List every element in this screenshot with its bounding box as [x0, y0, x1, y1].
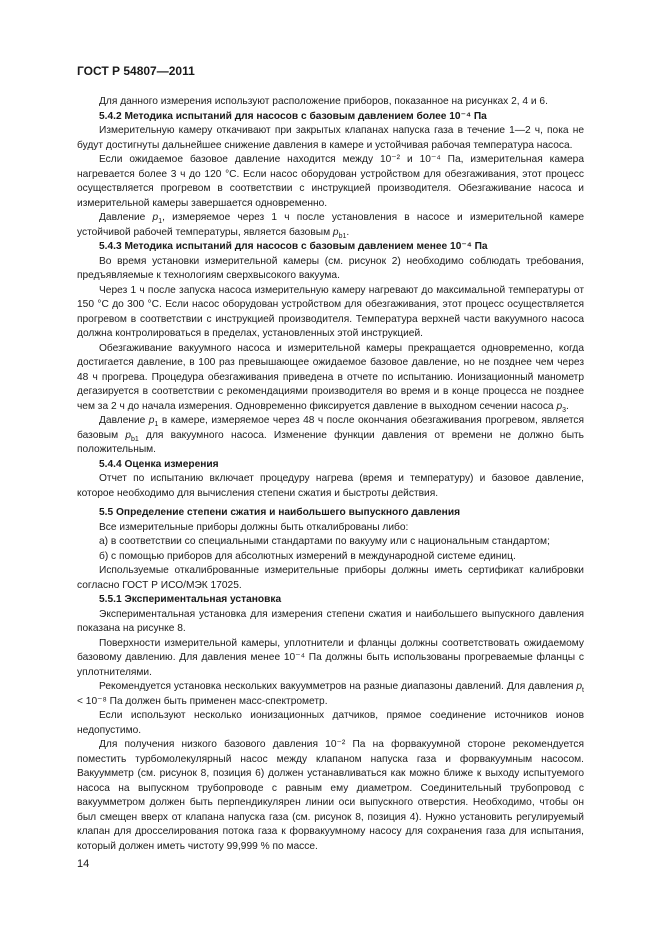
paragraph: Если ожидаемое базовое давление находится между 10⁻² и 10⁻⁴ Па, измерительная камера нагревается более 3 ч до 120 °С. Если насос оборудован устройством для обезгаживания, этот процесс осуществляется прогревом в соответствии с инструкцией производителя. Обезгаживание насоса и измерительной камеры завершается одновременно. [77, 154, 584, 209]
paragraph: Все измерительные приборы должны быть откалиброваны либо: [99, 521, 409, 533]
list-item: а) в соответствии со специальными стандартами по вакууму или с национальным стандартом; [99, 536, 550, 547]
paragraph: Через 1 ч после запуска насоса измерительную камеру нагревают до максимальной температуры от 150 °С до 300 °С. Если насос оборудован устройством для обезгаживания, этот процесс осуществляется прогревом в соответствии с инструкцией производителя. Температура верхней части вакуумного насоса должна контролироваться в пределах, установленных этой инструкцией. [77, 284, 584, 339]
paragraph: Рекомендуется установка нескольких вакуумметров на разные диапазоны давлений. Для давления $p_t < 10^{-8}$ Па должен быть применен масс-спектрометр. [77, 681, 584, 707]
paragraph: Во время установки измерительной камеры (см. рисунок 2) необходимо соблюдать требования, предъявляемые к технологиям сверхвысокого вакуума. [77, 255, 584, 281]
paragraph: Давление $p_1$, измеряемое через 1 ч после установления в насосе и измерительной камере устойчивой рабочей температуры, является базовым $p_{b1}$. [77, 212, 584, 240]
section-heading-5-4-3: 5.4.3 Методика испытаний для насосов с базовым давлением менее 10⁻⁴ Па [99, 241, 488, 252]
document-header: ГОСТ Р 54807—2011 [77, 64, 195, 78]
paragraph: Давление $p_1$ в камере, измеряемое через 48 ч после окончания обезгаживания прогревом, является базовым $p_{b1}$ для вакуумного насоса. Изменение функции давления от времени не должно быть положительным. [77, 415, 584, 455]
section-heading-5-5-1: 5.5.1 Экспериментальная установка [99, 594, 282, 605]
paragraph: Используемые откалиброванные измерительные приборы должны иметь сертификат калибровки согласно ГОСТ Р ИСО/МЭК 17025. [77, 565, 584, 591]
section-heading-5-4-4: 5.4.4 Оценка измерения [99, 458, 219, 470]
paragraph: Отчет по испытанию включает процедуру нагрева (время и температуру) и базовое давление, которое необходимо для вычисления степени сжатия и быстроты действия. [77, 473, 584, 499]
section-heading-5-5: 5.5 Определение степени сжатия и наибольшего выпускного давления [99, 507, 461, 518]
page-body [77, 95, 584, 854]
paragraph: Экспериментальная установка для измерения степени сжатия и наибольшего выпускного давления показана на рисунке 8. [77, 608, 584, 634]
paragraph: Обезгаживание вакуумного насоса и измерительной камеры прекращается одновременно, когда достигается давление, в 100 раз превышающее ожидаемое базовое давление, но не позднее чем через 48 ч прогрева. Процедура обезгаживания приведена в отчете по испытанию. Ионизационный манометр дегазируется в соответствии с рекомендациями производителя во время и в конце процесса не позднее чем за 2 ч до начала измерения. Одновременно фиксируется давление в выходном сечении насоса $p_3$. [77, 342, 584, 414]
paragraph: Поверхности измерительной камеры, уплотнители и фланцы должны соответствовать ожидаемому базовому давлению. Для давления менее 10⁻⁴ Па должны быть использованы прогреваемые фланцы с уплотнителями. [77, 637, 584, 678]
section-heading-5-4-2: 5.4.2 Методика испытаний для насосов с базовым давлением более 10⁻⁴ Па [99, 110, 487, 122]
paragraph: Для данного измерения используют расположение приборов, показанное на рисунках 2, 4 и 6. [99, 96, 548, 107]
list-item: б) с помощью приборов для абсолютных измерений в международной системе единиц. [99, 550, 516, 562]
paragraph: Измерительную камеру откачивают при закрытых клапанах напуска газа в течение 1—2 ч, пока не будут достигнуты дальнейшее снижение давления в камере и устойчивая рабочая температура насоса. [77, 125, 584, 151]
page-number: 14 [77, 858, 90, 870]
paragraph: Для получения низкого базового давления 10⁻² Па на форвакуумной стороне рекомендуется поместить турбомолекулярный насос между клапаном напуска газа и форвакуумным насосом. Вакуумметр (см. рисунок 8, позиция 6) должен устанавливаться как можно ближе к выходу испытуемого насоса на выпускном трубопроводе с равным ему диаметром. Соединительный трубопровод с вакуумметром должен быть перпендикулярен линии оси выпускного отверстия. Необходимо, чтобы он был смещен вверх от клапана напуска газа (см. рисунок 8, позиция 4). Нужно установить регулируемый клапан для дросселирования потока газа к форвакуумному насосу для сохранения газа для испытания, который должен иметь чистоту 99,999 % по массе. [77, 739, 584, 852]
paragraph: Если используют несколько ионизационных датчиков, прямое соединение источников ионов недопустимо. [77, 710, 584, 736]
